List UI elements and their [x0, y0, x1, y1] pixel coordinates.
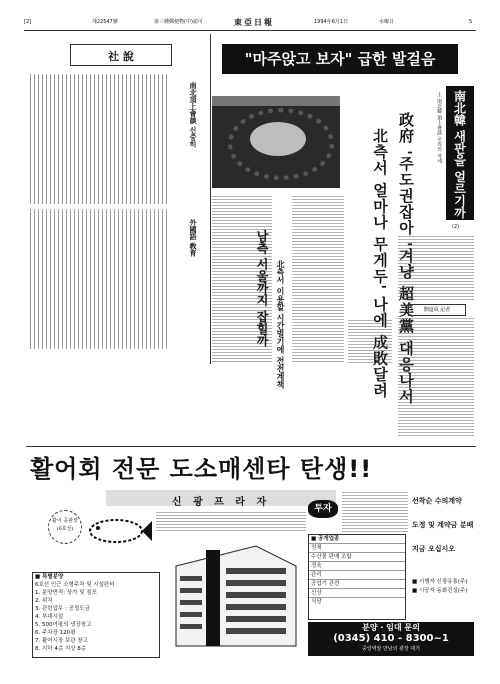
- editorial-text-2: [30, 209, 170, 349]
- business-item: 전체: [309, 543, 405, 552]
- editorial-topic-1: 南北頂上會談 신중히: [189, 82, 198, 148]
- edition: 5: [469, 19, 473, 25]
- feature-item: 4. 부대시설: [35, 614, 64, 620]
- feature-item: 3. 관련업무 : 공정도금: [35, 606, 90, 612]
- editorial-label-box: [70, 44, 172, 66]
- business-box: [308, 534, 406, 620]
- business-item: 수산물 판매 조합: [309, 552, 405, 561]
- ad-circle-label: 활어 공판장 (6호선): [52, 518, 78, 532]
- page-number: [2]: [24, 19, 32, 25]
- photo-people: [228, 108, 334, 180]
- feature-item: 6. 주차장 120평: [35, 630, 76, 636]
- editorial-topic-2: 外國語 敎育: [189, 219, 198, 257]
- business-title: ■ 공개업종: [311, 536, 340, 542]
- ad-right-item: 도정 및 계약금 분배: [412, 520, 474, 529]
- feature-item: 7. 활어시장 보관 창고: [35, 638, 88, 644]
- paper-name: 東亞日報: [234, 17, 274, 27]
- ad-intro-text: [156, 512, 306, 532]
- feature-item: 6호선 인근 소형주차 및 시설완비: [35, 582, 115, 588]
- ad-right-item: 지금 오십시오: [412, 544, 456, 553]
- ad-headline: 활어회 전문 도소매센타 탄생!!: [30, 455, 373, 483]
- business-item: 관리: [309, 570, 405, 579]
- main-headline: "마주앉고 보자" 급한 발걸음: [244, 50, 436, 68]
- business-item: 정육: [309, 561, 405, 570]
- photo-side-caption: 北측서 이용할 시간벌기에 전전계책: [276, 260, 286, 389]
- byline: 劉道成 記者: [423, 307, 451, 313]
- masthead: [24, 18, 476, 31]
- ad-divider: [26, 446, 476, 447]
- postal-note: 第三種郵便物(中)認可: [154, 19, 203, 25]
- article-text-5: [398, 318, 474, 436]
- photo-side-caption-2: 남측 서울까지 잡힐까: [255, 230, 269, 347]
- building-illustration: [166, 536, 306, 648]
- feature-item: 8. 지하 4층 지상 8층: [35, 646, 87, 652]
- issue-date: 1994年6月1日: [314, 19, 349, 25]
- ad-circle-badge: [48, 510, 82, 544]
- invest-badge: [308, 500, 338, 518]
- series-number: (2): [452, 224, 460, 230]
- features-title: ■ 특별분양: [35, 574, 64, 580]
- editorial-label: 社 說: [108, 50, 134, 63]
- advertisement: [26, 450, 476, 660]
- contact-note: 중앙역앞 만남의 광장 대기: [362, 646, 420, 652]
- byline-box: [408, 304, 466, 316]
- contact-label: 분양 · 임대 문의: [362, 623, 420, 632]
- contractor-developer: ■ 시행자 신광유통(주): [412, 579, 468, 585]
- series-subtitle: 上 南北韓 頂上會談 우리의 자세: [436, 92, 442, 164]
- invest-label: 투자: [314, 504, 332, 514]
- sub-headline-1: 政府 '주도권잡아 '겨냥 超美黨 대응나서: [397, 112, 415, 405]
- fish-icon: [82, 516, 152, 546]
- editorial-column: [30, 34, 211, 364]
- feature-item: 1. 분양면적: 상가 및 점포: [35, 590, 97, 596]
- news-photo: [212, 96, 340, 188]
- main-headline-box: [222, 44, 458, 74]
- invest-text: [342, 492, 408, 532]
- contractor-builder: ■ 시공자 동화건설(주): [412, 588, 468, 594]
- business-item: 식당: [309, 597, 405, 606]
- article-text-2: [292, 196, 344, 364]
- ad-plaza-banner: [106, 490, 336, 506]
- features-box: [32, 572, 160, 658]
- feature-item: 2. 위치: [35, 598, 53, 604]
- business-item: 공업기 관련: [309, 579, 405, 588]
- contractors: [412, 578, 476, 596]
- contact-box: [308, 622, 474, 656]
- ad-right-item: 선착순 수의계약: [412, 496, 462, 505]
- sub-headline-2: 北측서 얼마나 무게두' 나에 成敗달려: [371, 128, 389, 399]
- ad-plaza-name: 신 광 프 라 자: [171, 497, 271, 508]
- weekday: 水曜日: [379, 19, 395, 25]
- series-tag: [446, 86, 474, 220]
- ad-right-column: [412, 496, 474, 554]
- feature-item: 5. 500여평의 냉장창고: [35, 622, 92, 628]
- business-item: 신상: [309, 588, 405, 597]
- series-tag-title: 南北韓 새판을 얼르기까: [452, 90, 467, 219]
- article-text-3: [348, 320, 392, 364]
- contact-phone: (0345) 410 - 8300~1: [333, 633, 449, 644]
- article-text-4: [398, 236, 474, 300]
- editorial-text-1: [30, 74, 170, 204]
- issue-number: 제22547號: [92, 19, 118, 25]
